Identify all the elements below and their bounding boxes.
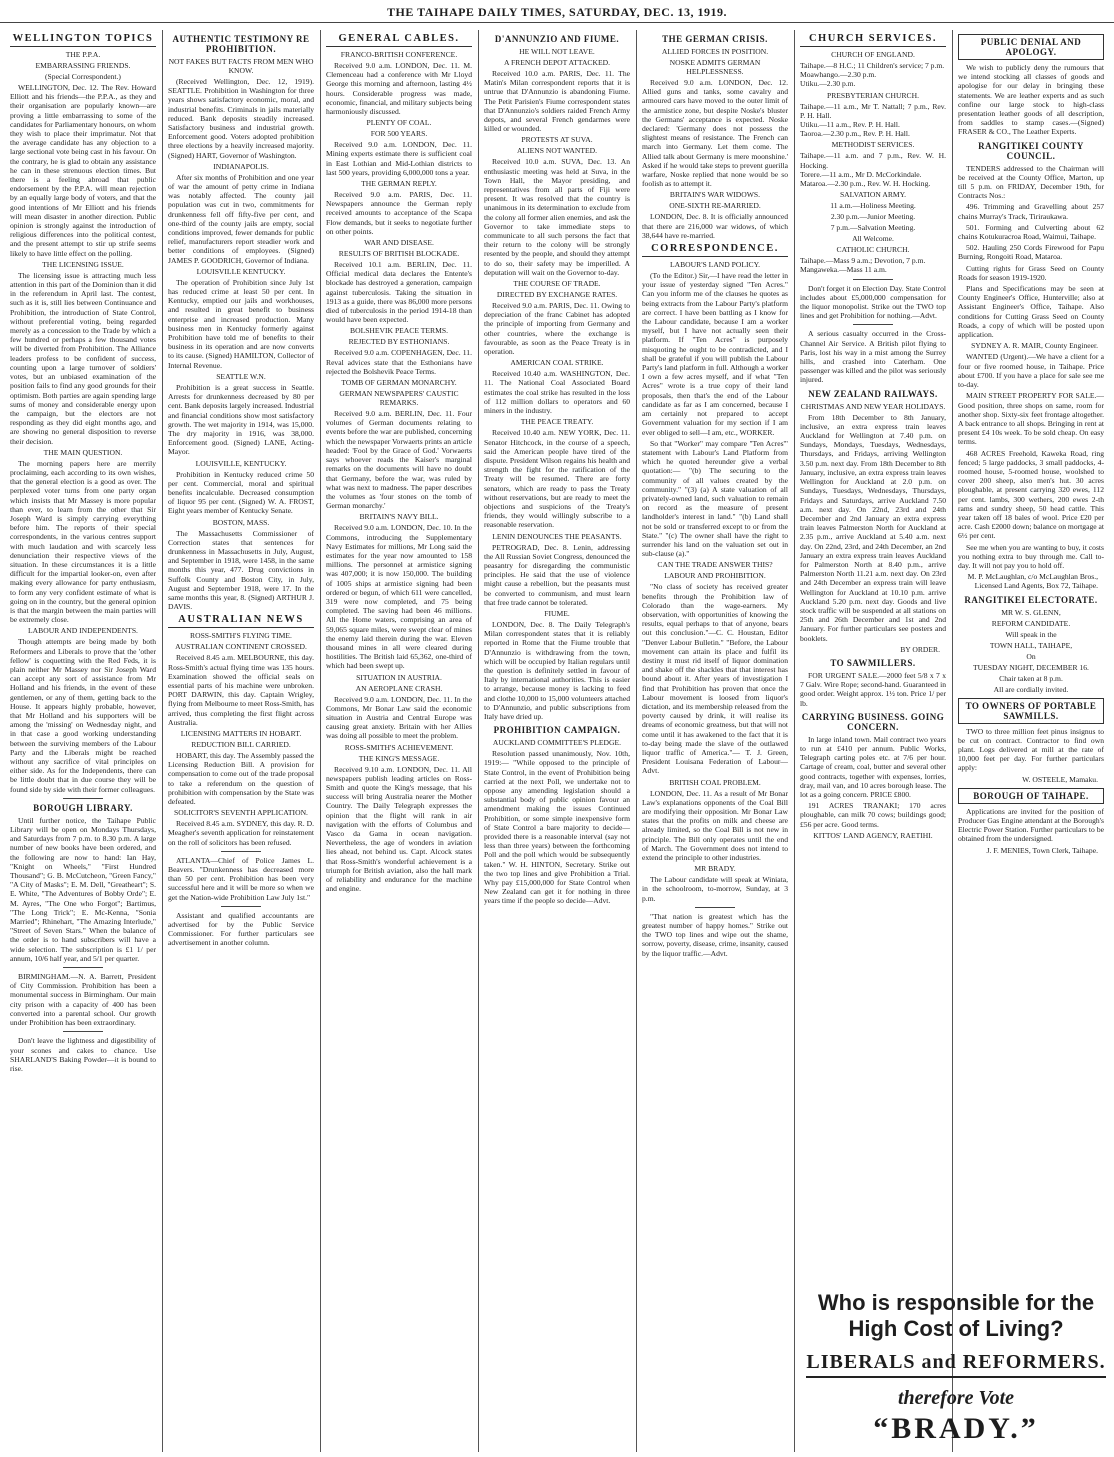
advert-candidate: “BRADY.” (873, 1412, 1039, 1445)
section-heading: BOLSHEVIK PEACE TERMS. (350, 326, 448, 336)
article-paragraph: LONDON, Dec. 11. As a result of Mr Bonar Law's explanations opponents of the Coal Bill are modifying their opposition. Mr Bonar Law states that the profits on milk and cheese are already limited, so the Coal Bill is not new in principle. The Bill only operates until the end of March. The Government does not intend to extend the principle to other industries. (642, 788, 788, 863)
article-paragraph: ATLANTA—Chief of Police James L. Beavers. "Drunkenness has decreased more than 50 per cent. Prohibition has been very successful here and it will be more so when we get the Nation-wide Prohibition Law July 1st." (168, 855, 314, 902)
article-byline: (Special Correspondent.) (45, 72, 121, 81)
service-line: Taihape.—11 a.m., Mr T. Nattall; 7 p.m., Rev. P. H. Hall. (800, 101, 946, 120)
article-title: THE GERMAN CRISIS. (662, 34, 768, 44)
article-paragraph: LONDON, Dec. 8. The Daily Telegraph's Milan correspondent states that it is reliably reported in Rome that the Fiume trouble that D'Annunzio is withdrawing from the town, which will be occupied by Italian regulars until the question is definitely settled in favour of Italy by international authorities. This is easier to arrange, because money is lacking to feed and clothe 10,000 to 15,000 volunteers attached to D'Annunzio, and public subscriptions from Italy have dried up. (484, 619, 630, 721)
divider (63, 967, 103, 968)
article-subtitle: FRANCO-BRITISH CONFERENCE. (340, 50, 458, 59)
section-heading: LOUISVILLE KENTUCKY. (196, 266, 286, 276)
article-paragraph: Received 8.45 a.m. MELBOURNE, this day. Ross-Smith's actual flying time was 135 hours. Examination showed the official seals on essential parts of his machine were unbroken. PORT DARWIN, this day. Captain Wrigley, flying from Melbourne to meet Ross-Smith, has arrived, thus completing the first flight across Australia. (168, 653, 314, 727)
article-paragraph: The Massachusetts Commissioner of Correction states that sentences for drunkenness in Massachusetts in July, August, and September in 1918, were 1458, in the same months this year, 477. Drug convictions in Suffolk County and Boston City, in July, August and September 1918, were 17. In the same months this year, 8. (Signed) ARTHUR J. DAVIS. (168, 528, 314, 612)
section-heading: THE GERMAN REPLY. (361, 179, 437, 189)
article-title: AUSTRALIAN NEWS (168, 615, 314, 628)
column-4 (484, 30, 630, 1452)
article-subtitle: NOSKE ADMITS GERMAN HELPLESSNESS. (669, 58, 761, 76)
article-paragraph: Until further notice, the Taihape Public Library will be open on Mondays Thursdays, and Saturdays from 7 p.m. to 8.30 p.m. A large number of new books have been ordered, and the following are now to hand: Ian Hay, "Knight on Wheels," "First Hundred Thousand"; G. B. McCutcheon, "Green Fancy," "A City of Masks"; E. M. Dell, "Greatheart"; S. E. White, "The Adventures of Bobby Orde"; E. M. Ayres, "The One who Forgot"; Bartimus, "The Long Trick"; E. Mc-Kenna, "Sonia Married"; Rhinehart, "The Amazing Interlude," "Street of Seven Stars." When the balance of the order is to hand subscribers will have a wide selection. The subscription is £1 1/ per annum, 10/6 half year, and 5/1 per quarter. (10, 815, 156, 963)
section-heading: BOSTON, MASS. (212, 517, 270, 527)
meeting-line: Will speak in the (1005, 629, 1057, 639)
article-paragraph: The operation of Prohibition since July 1st has reduced crime at least 50 per cent. In Kentucky, emptied our jails and workhouses, and resulted in great benefit to business enterprise and increased production. Many business men in Kentucky formerly against Prohibition have told me of benefits to their business in its operation and are now converts to its cause. (Signed) HAMILTON, Collector of Internal Revenue. (168, 277, 314, 370)
article-paragraph: Received 9.0 a.m. PARIS, Dec. 11. Newspapers announce the German reply received amounts to acceptance of the Scapa Flow demands, but it seeks to negotiate further on other points. (326, 190, 472, 236)
article-subtitle: AUCKLAND COMMITTEE'S PLEDGE. (492, 738, 622, 748)
article-paragraph: Received 9.10 a.m. LONDON, Dec. 11. All newspapers publish leading articles on Ross-Smith and quote the King's message, that his success will bring Australia nearer the Mother Country. The Daily Telegraph expresses the opinion that the flight will rank in air navigation with the efforts of Columbus and Vasco da Gama in ocean navigation. Nevertheless, the age of wonders in aviation lies ahead, not behind us. Capt. Alcock states that Ross-Smith's wonderful achievement is a triumph for British aviation, also the hall mark of reliability and endurance for the machine and engine. (326, 764, 472, 894)
article-subtitle: ROSS-SMITH'S FLYING TIME. (190, 631, 292, 641)
divider (221, 851, 261, 852)
article-paragraph: Prohibition in Kentucky reduced crime 50 per cent. Commercial, moral and spiritual benefits incalculable. Decreased consumption of liquor 95 per cent. (Signed) W. A. FROST, Eight years member of Kentucky Senate. (168, 469, 314, 516)
section-heading: THE PEACE TREATY. (520, 417, 594, 427)
section-heading: AMERICAN COAL STRIKE. (510, 358, 604, 368)
section-heading: MR BRADY. (694, 864, 736, 874)
article-subtitle: LABOUR AND PROHIBITION. (664, 571, 766, 581)
article-subtitle: ALLIED FORCES IN POSITION. (661, 47, 769, 56)
article-subtitle: DIRECTED BY EXCHANGE RATES. (496, 290, 618, 300)
section-heading: FIUME. (544, 608, 570, 618)
article-subtitle: NOT FAKES BUT FACTS FROM MEN WHO KNOW. (168, 57, 314, 75)
article-paragraph: Received 9.0 a.m. LONDON, Dec. 11. In the Commons, Mr Bonar Law said the economic situation in Austria and Central Europe was causing great anxiety. Britain with her Allies was doing all possible to meet the problem. (326, 694, 472, 741)
advert-paragraph: FOR URGENT SALE.—2000 feet 5/8 x 7 x 7 Galv. Wire Rope; second-hand. Guaranteed in good order. Weight approx. 1½ ton. Price 1/ per lb. (800, 670, 946, 708)
divider (853, 279, 893, 280)
column-6 (800, 30, 946, 1452)
article-paragraph: Resolution passed unanimously, Nov. 10th, 1919:— "While opposed to the principle of State Control, in the event of Prohibition being carried at the next Poll, we undertake not to oppose any amending legislation should a substantial body of public opinion favour an amendment making the issues Continued Prohibition, or some simple inexpensive form of State Control a bare majority to decide—provided there is a reasonable interval (say not less than three years) between the forthcoming Poll and the poll which would be subsequently taken." W. H. HINTON, Secretary. Strike out the two top lines and give Prohibition a Trial. Why pay £15,000,000 for State Control when New Zealand can get it for nothing in three years time if the people so decide—Advt. (484, 749, 630, 906)
advert-headline: Who is responsible for the High Cost of Living? (817, 1290, 1095, 1341)
advert-paragraph: WANTED (Urgent).—We have a client for a four or five roomed house, in Taihape. Price about £700. If you have a place for sale see me to-day. (958, 352, 1104, 390)
meeting-line: All are cordially invited. (993, 684, 1069, 694)
service-line: Mataroa.—2.30 p.m., Rev. W. H. Hocking. (800, 179, 931, 189)
article-paragraph: BIRMINGHAM.—N. A. Barrett, President of City Commission. Prohibition has been a monumental success in Birmingham. Our main city prison with a capacity of 400 has been converted into a parental school. Our growth under Prohibition has been extraordinary. (10, 972, 156, 1028)
meeting-line: TUESDAY NIGHT, DECEMBER 16. (973, 662, 1089, 672)
article-paragraph: Prohibition is a great success in Seattle. Arrests for drunkenness decreased by 80 per cent. Bank deposits largely increased. Industrial and financial conditions show most satisfactory growth. The wet majority in 1914, was 15,000. The dry majority in 1916, was 38,000. Enforcement good. (Signed) LANE, Acting-Mayor. (168, 382, 314, 457)
section-heading: BRITISH COAL PROBLEM. (669, 777, 761, 787)
notice-paragraph: TENDERS addressed to the Chairman will be received at the County Office, Marton, up till 5 p.m. on FRIDAY, December 19th, for Contracts Nos.: (958, 163, 1104, 201)
article-subtitle: A FRENCH DEPOT ATTACKED. (504, 58, 610, 67)
notice-signature: J. F. MENIES, Town Clerk, Taihape. (986, 845, 1098, 855)
article-paragraph: Though attempts are being made by both Reformers and Liberals to prove that the 'other fellow' is coquetting with the Red Feds, it is plain neither Mr Massey nor Sir Joseph Ward can accept any sort of assistance from Mr Holland and his friends, in the event of these gentlemen, or any of them, getting back to the House. It appears highly probable, however, that Mr Holland and his supporters will be among the 'missing' on Wednesday night, and in that case a good working understanding between the surviving members of the Labour Party and the Liberals might be reached without any sacrifice of vital principles on either side. As for the Independents, there can be little doubt that in due course they will be found side by side with their former colleagues. (10, 637, 156, 794)
advert-signature: W. OSTEELE, Mamaku. (1022, 774, 1098, 784)
column-7 (958, 30, 1104, 1280)
article-paragraph: Received 9.0 a.m. COPENHAGEN, Dec. 11. Reval advices state that the Esthonians have rejected the Bolshevik Peace Terms. (326, 348, 472, 376)
column-rule (320, 30, 321, 1452)
section-heading: SEATTLE W.N. (216, 371, 266, 381)
article-title: BOROUGH LIBRARY. (33, 802, 133, 813)
article-title: CHURCH SERVICES. (800, 34, 946, 47)
article-paragraph: (Received Wellington, Dec. 12, 1919). SEATTLE. Prohibition in Washington for three years shows satisfactory economic, moral, and industrial benefits. Criminals in jails materially reduced. Bank deposits steadily increased. Satisfactory business and industrial growth. Enforcement good. Voters adopted prohibition three elections by a heavily increased majority. (Signed) HART, Governor of Washington. (168, 77, 314, 160)
advert-paragraph: 468 ACRES Freehold, Kaweka Road, ring fenced; 5 large paddocks, 3 small paddocks, 4-roomed house, 5-roomed house, woolshed to cover 200 sheep, also men's hut. 30 acres ploughable, at present carrying 320 ewes, 112 per cent. lambs, 300 wethers, 200 ewes 2-th rams and sundry sheep, 50 head cattle. This year taken off 18 bales of wool. Price £20 per acre. Cash £2000 down; balance on mortgage at 6½ per cent. (958, 448, 1104, 541)
advert-paragraph: Don't forget it on Election Day. State Control includes about £5,000,000 compensation for the liquor monopolist. Strike out the TWO top lines and get Prohibition for nothing.—Advt. (800, 283, 946, 321)
letter-paragraph: (To the Editor.) Sir,—I have read the letter in your issue of yesterday signed "Ten Acres." Can you inform me of the clauses he quotes as being extracts from the Labour Party's platform are correct. I have been battling as I know for the Labour candidate, because I am a worker myself, but I have not actually seen their platform. If "Ten Acres" is purposely misquoting he ought to be contradicted, and I shall be grateful if you will publish the Labour Party's land platform in full. Although a worker I own a few acres myself, and if what "Ten Acres" wrote is a true copy of their land proposals, then that's the end of the Labour candidate as far as I am concerned, because I am certainly not prepared to accept Government valuation for my section if I am ever obliged to sell—I am, etc., WORKER. (642, 271, 788, 437)
section-heading: TOMB OF GERMAN MONARCHY. (341, 378, 457, 388)
article-title: RANGITIKEI COUNTY COUNCIL. (978, 140, 1084, 161)
section-heading: CATHOLIC CHURCH. (836, 245, 910, 255)
meeting-line: On (1026, 651, 1036, 661)
divider (853, 324, 893, 325)
meeting-line: REFORM CANDIDATE. (991, 618, 1071, 628)
article-paragraph: Received 9.0 a.m. LONDON, Dec. 11. M. Clemenceau had a conference with Mr Lloyd George this morning and afternoon, lasting 4½ hours. Considerable progress was made, economic, financial, and military subjects being harmoniously discussed. (326, 61, 472, 117)
service-line: Taihape.—Mass 9 a.m.; Devotion, 7 p.m. (800, 256, 926, 266)
article-subtitle: ALIENS NOT WANTED. (516, 146, 598, 156)
section-heading: SOLICITOR'S SEVENTH APPLICATION. (174, 808, 308, 818)
section-heading: ROSS-SMITH'S ACHIEVEMENT. (344, 742, 454, 752)
divider (63, 798, 103, 799)
article-paragraph: Received 9.0 a.m. LONDON, Dec. 10. In the Commons, introducing the Supplementary Navy Estimates for millions, Mr Long said the estimates for the year now amounted to 158 millions. The personnel at armistice signing was 407,000; it is now 150,000. The building of 1005 ships at armistice signing had been ordered or begun, of which 611 were cancelled, 319 were now completed, and 75 being completed. The saving had been 46 millions. All the Home waters, comprising an area of 59,065 square miles, were swept clear of mines the enemy laid therein during the war. Eleven thousand mines in all were cleared during hostilities. The British laid 65,362, one-third of which had been swept up. (326, 523, 472, 671)
article-paragraph: "No class of society has received greater benefits through the Prohibition law of Colorado than the wage-earners. My observation, with opportunities of knowing the results, equal perhaps to that of anyone, bears out this conclusion."—C. C. Houstan, Editor "Denver Labour Bulletin." "Before, the Labour movement can attain its place and fulfil its destiny it must rid itself of liquor domination and shake off the shackles that that interest has bound about it. After years of investigation I find that Prohibition has proven that once the Labour movement is loosed from liquor's dictation, and its membership released from the poverty caused by drink, it will realise its dreams of economic greatness, but that will not come until it has awakened to the fact that it is to-day being made the slave of the outlawed liquor traffic of America."— T. J. Green, President Louisana Federation of Labour—Advt. (642, 582, 788, 776)
divider (63, 1031, 103, 1032)
article-title: GENERAL CABLES. (326, 34, 472, 47)
article-subtitle: THE P.P.A. (65, 50, 101, 59)
service-line: Taihape.—8 H.C.; 11 Children's service; 7 p.m. (800, 61, 945, 70)
article-subtitle: THE KING'S MESSAGE. (358, 753, 440, 763)
advert-paragraph: 191 ACRES TRANAKI; 170 acres ploughable, can milk 70 cows; buildings good; £56 per acre. Good terms. (800, 801, 946, 829)
article-paragraph: LONDON, Dec. 8. It is officially announced that there are 216,000 war widows, of which 38,644 have re-married. (642, 212, 788, 240)
article-paragraph: Received 9.0 a.m. BERLIN, Dec. 11. Four volumes of German documents relating to events before the war are published, concerning which the newspaper Vorwaerts prints an article headed: 'Fool by the Grace of God.' Vorwaerts says whoever reads the Kaiser's marginal remarks on the documents will have no doubt that Germany, before the war, was ruled by what was next to madness. The paper describes the volumes as 'four stones on the tomb of German monarchy.' (326, 409, 472, 511)
service-line: Torere.—11 a.m., Mr D. McCorkindale. (800, 169, 922, 179)
section-heading: PROTESTS AT SUVA. (521, 135, 593, 145)
service-line: Utiku.—2.30 p.m. (800, 79, 856, 89)
section-heading: LOUISVILLE, KENTUCKY. (195, 458, 287, 468)
article-subtitle: AUSTRALIAN CONTINENT CROSSED. (175, 642, 307, 652)
service-line: 7 p.m.—Salvation Meeting. (830, 223, 916, 233)
advert-paragraph: In large inland town. Mail contract two years to run at £410 per annum. Public Works, Telegraph carting poles etc. at 7/6 per hour. Cartage of cream, coal, butter and several other good contracts, together with expenses, lorries, dray, mail van, and 10 acres borough lease. The lot as a going concern. PRICE £800. (800, 734, 946, 799)
contract-item: 501. Forming and Culverting about 62 chains Kotukuracroa Road, Waimui, Taihape. (958, 222, 1104, 242)
article-title: PROHIBITION CAMPAIGN. (493, 725, 621, 736)
article-paragraph: Received 9.0 a.m. PARIS, Dec. 11. Owing to depreciation of the franc Cabinet has adopted the principle of importing from Germany and other countries, where the exchange is favourable, as soon as the Peace Treaty is in operation. (484, 301, 630, 357)
column-3 (326, 30, 472, 1452)
article-title: WELLINGTON TOPICS (10, 34, 156, 47)
section-heading: THE MAIN QUESTION. (43, 447, 123, 457)
advert-paragraph: See me when you are wanting to buy, it costs you nothing extra to buy through me. Call to-day. It will not pay you to hold off. (958, 542, 1104, 570)
article-paragraph: PETROGRAD, Dec. 8. Lenin, addressing the All Russian Soviet Congress, denounced the peasantry for disregarding the communistic principles. He said that the use of violence might cause a rebellion, but the peasants must be converted to communism, and must learn that free trade cannot be tolerated. (484, 542, 630, 607)
meeting-line: MR W. S. GLENN, (1001, 607, 1061, 617)
column-rule (162, 30, 163, 1452)
section-heading: CAN THE TRADE ANSWER THIS? (657, 560, 773, 570)
advert-paragraph: MAIN STREET PROPERTY FOR SALE.—Good position, three shops on same, room for another shop. Sixty-six feet frontage altogether. A back entrance to all shops. Bringing in rent at present £4 10s week. To be sold cheap. On easy terms. (958, 391, 1104, 447)
section-heading: METHODIST SERVICES. (831, 140, 915, 150)
notice-paragraph: Applications are invited for the position of Producer Gas Engine attendant at the Borough's Electric Power Station. Further particulars to be obtained from the undersigned. (958, 806, 1104, 844)
masthead: THE TAIHAPE DAILY TIMES, SATURDAY, DEC. 13, 1919. (0, 0, 1114, 23)
article-paragraph: Received 10.40 a.m. WASHINGTON, Dec. 11. The National Coal Associated Board estimates the coal strike has resulted in the loss of 112 million dollars to operators and 60 miners in the industry. (484, 369, 630, 416)
article-subtitle: RESULTS OF BRITISH BLOCKADE. (338, 249, 460, 259)
service-line: All Welcome. (852, 234, 894, 244)
section-heading: BRITAIN'S NAVY BILL. (359, 512, 439, 522)
section-heading: LENIN DENOUNCES THE PEASANTS. (492, 531, 622, 541)
article-title: CORRESPONDENCE. (642, 244, 788, 257)
service-line: 11 a.m.—Holiness Meeting. (830, 201, 916, 211)
page-columns (10, 30, 1108, 1452)
article-subtitle: AN AEROPLANE CRASH. (355, 683, 443, 693)
advert-parties: LIBERALS and REFORMERS. (806, 1350, 1105, 1378)
service-line: Taoroa.—2.30 p.m., Rev. P. H. Hall. (800, 129, 910, 139)
article-paragraph: A serious casualty occurred in the Cross-Channel Air Service. A British pilot flying to Paris, lost his way in a mist among the Surrey hills, and crashed into Caterham. One passenger was killed and the pilot was seriously injured. (800, 329, 946, 385)
article-title: NEW ZEALAND RAILWAYS. (808, 388, 938, 399)
section-heading: BRITAIN'S WAR WIDOWS. (669, 190, 761, 200)
section-heading: SALVATION ARMY. (839, 190, 907, 200)
advert-signature: KITTOS' LAND AGENCY, RAETIHI. (813, 830, 933, 840)
contract-item: 496. Trimming and Gravelling about 257 chains Murray's Track, Tiriraukawa. (958, 202, 1104, 221)
advert-paragraph: Don't leave the lightness and digestibility of your scones and cakes to chance. Use SHARLAND'S Baking Powder—it is bound to rise. (10, 1036, 156, 1073)
article-paragraph: Assistant and qualified accountants are advertised for by the Public Service Commissioner. For further particulars see advertisement in another column. (168, 910, 314, 948)
article-paragraph: Received 10.1 a.m. BERLIN, Dec. 11. Official medical data declares the Entente's blockade has destroyed a generation, campaign against tuberculosis. Taking the situation in 1913 as a guide, there was 86,000 more persons died of tuberculosis in the period 1914-18 than would have been expected. (326, 260, 472, 325)
notice-paragraph: From 18th December to 8th January, inclusive, an extra express train leaves Auckland for Wellington at 7.40 p.m. on Sundays, Mondays, Tuesdays, Wednesdays, Thursdays, and Fridays, arriving Wellington 3.50 p.m. next day. From 18th December to 8th January, inclusive, an extra express train leaves Wellington for Auckland at 2.0 p.m. on Sundays, Tuesdays, Wednesdays, Thursdays, Fridays and Saturdays, arrive Auckland 7.50 a.m. next day. On 22nd, 23rd and 24th December and 2nd January an extra express train leaves Palmerston North for Auckland at 2.35 p.m., arrive Auckland at 5.40 a.m. next day. On 22nd, 23rd, and 24th December, an 2nd January an extra express train leaves Auckland for Palmerston North at 8.40 p.m., arrive Palmerston North 11.21 a.m. next day. On 23rd and 24th December an express train will leave Wellington for Auckland at 10.10 p.m. arrive Auckland 5.20 p.m. next day. Goods and live stock traffic will be suspended at all stations on 25th and 26th December and 1st and 2nd January. For further particulars see posters and booklets. (800, 412, 946, 643)
column-rule (636, 30, 637, 1452)
article-paragraph: Received 9.0 a.m. LONDON, Dec. 12. Allied guns and tanks, some cavalry and armoured cars have moved to the outer limit of the armistice zone, but despite Noske's bluster the Germans' acceptance is expected. Noske declared: 'Germany does not possess the slightest means of resistance. The French can march into Germany. Let them come. The Allied talk about Germany is mere moonshine.' Asked if he would take steps to prevent guerilla warfare, Noske replied that none would be so foolish as to attempt it. (642, 78, 788, 189)
section-heading: LABOUR AND INDEPENDENTS. (28, 626, 138, 636)
column-rule (478, 30, 479, 1452)
column-1 (10, 30, 156, 1452)
section-heading: LICENSING MATTERS IN HOBART. (180, 728, 302, 738)
election-advert (800, 1290, 1112, 1446)
letter-paragraph: So that "Worker" may compare "Ten Acres'" statement with Labour's Land Platform from which he quoted hereunder give a verbal quotation:— "(b) The securing to the community of all values created by the community." "(3) (a) A state valuation of all privately-owned land, such valuation to remain on record as the measure of present landholder's interest in land." "(b) Land shall not be sold or transferred except to or from the State." "(c) The owner shall have the right to surrender his land on the valuation set out in sub-clause (a)." (642, 438, 788, 559)
article-paragraph: WELLINGTON, Dec. 12. The Rev. Howard Elliott and his friends—the P.P.A., as they and their organisation are popularly known—are proving a little embarrassing to some of the candidates for Parliamentary honours, on whom they wish to place their imprimatur. Not that the average candidate has any objection to a large sectional vote being cast in his favour. On the contrary, he is glad to obtain any assistance he can in these strenuous election times. But there is a feeling abroad that public endorsement by the P.P.A. will mean rejection by an equally large body of voters, and that the good intentions of Mr Elliott and his friends will mean disaster in another direction. Public opinion is strongly against the introduction of religious differences into the political contest, and the present attempt to stir up strife seems likely to have little effect on the polling. (10, 83, 156, 258)
article-subtitle: REJECTED BY ESTHONIANS. (348, 337, 450, 347)
advert-signature: M. P. McLaughlan, c/o McLaughlan Bros., Licensed Land Agents, Box 72, Taihape. (967, 572, 1098, 591)
notice-signature: BY ORDER. (900, 644, 940, 654)
article-paragraph: After six months of Prohibition and one year of war the amount of petty crime in Indiana was notably affected. The county jail population was cut in two, commitments for drunkenness fell off fifty-five per cent, and one-third of the county jails are empty, social conditions improved, fewer demands for public relief, manufacturers report steadier work and better conditions of employees. (Signed) JAMES P. GOODRICH, Governor of Indiana. (168, 172, 314, 265)
section-heading: THE LICENSING ISSUE. (42, 259, 124, 269)
article-subtitle: CHRISTMAS AND NEW YEAR HOLIDAYS. (800, 401, 946, 411)
section-heading: PRESBYTERIAN CHURCH. (827, 90, 919, 100)
article-subtitle: REDUCTION BILL CARRIED. (191, 739, 291, 749)
article-paragraph: Received 8.45 a.m. SYDNEY, this day. R. D. Meagher's seventh application for reinstatement on the roll of solicitors has been refused. (168, 819, 314, 847)
article-subtitle: EMBARRASSING FRIENDS. (35, 61, 131, 70)
contract-item: 502. Hauling 250 Cords Firewood for Papu Burning, Rongoiti Road, Mataroa. (958, 243, 1104, 262)
section-heading: WAR AND DISEASE. (364, 238, 434, 248)
article-paragraph: The Labour candidate will speak at Winiata, in the schoolroom, to-morrow, Sunday, at 3 p.m. (642, 875, 788, 903)
article-title: TO OWNERS OF PORTABLE SAWMILLS. (958, 698, 1104, 724)
service-line: Mangaweka.—Mass 11 a.m. (800, 265, 887, 275)
advert-paragraph: We wish to publicly deny the rumours that we intend stocking all classes of goods and apologise for our delay in bringing these statements. We are leather experts and as such confine our large stock to high-class presentation leather goods of all description, from saddles to stamp cases.—(Signed) FRASER & CO., The Leather Experts. (958, 63, 1104, 137)
notice-paragraph: Plans and Specifications may be seen at County Engineer's Office, Hunterville; also at Assistant Engineer's Office, Taihape. Also conditions for Cutting Grass Seed on County Roads, a copy of which will be posted upon application. (958, 284, 1104, 340)
article-subtitle: ONE-SIXTH RE-MARRIED. (669, 201, 761, 211)
article-paragraph: Received 10.0 a.m. PARIS, Dec. 11. The Matin's Milan correspondent reports that it is untrue that D'Annunzio is abandoning Fiume. The Petit Parisien's Fiume correspondent states that D'Annunzio's soldiers raided French Army depots, and several French gendarmes were killed or wounded. (484, 69, 630, 134)
article-paragraph: Received 10.40 a.m. NEW YORK, Dec. 11. Senator Hitchcock, in the course of a speech, said the American people have tired of the dispute. President Wilson regains his health and strength the fight for the ratification of the Treaty will be resumed. There are forty senators, which are ready to pass the Treaty without reservations, but are ready to meet the objections and suspicions of the Treaty's friends, they would willingly subscribe to a reasonable reservation. (484, 428, 630, 530)
contract-item: Cutting rights for Grass Seed on County Roads for season 1919-1920. (958, 263, 1104, 282)
article-paragraph: Received 9.0 a.m. LONDON, Dec. 11. Mining experts estimate there is sufficient coal in East Lothian and Mid-Lothian districts to last 500 years, providing 6,000,000 tons a year. (326, 140, 472, 177)
article-title: TO SAWMILLERS. (830, 657, 916, 668)
divider (695, 907, 735, 908)
article-title: AUTHENTIC TESTIMONY RE PROHIBITION. (172, 34, 310, 54)
service-line: Taihape.—11 a.m. and 7 p.m., Rev. W. H. Hocking. (800, 151, 946, 170)
advert-vote: therefore Vote (897, 1387, 1015, 1409)
service-line: 2.30 p.m.—Junior Meeting. (830, 212, 916, 222)
article-title: BOROUGH OF TAIHAPE. (958, 788, 1104, 804)
article-subtitle: HE WILL NOT LEAVE. (519, 47, 595, 56)
meeting-line: Chair taken at 8 p.m. (999, 673, 1063, 683)
service-line: Utiku.—11 a.m., Rev. P. H. Hall. (800, 120, 900, 130)
column-5 (642, 30, 788, 1452)
divider (221, 906, 261, 907)
article-subtitle: FOR 500 YEARS. (370, 129, 428, 139)
column-rule (794, 30, 795, 1452)
notice-signature: SYDNEY A. R. MAIR, County Engineer. (971, 341, 1098, 351)
advert-paragraph: "That nation is greatest which has the greatest number of happy homes." Strike out the TWO top lines and wipe out the shame, sorrow, poverty, disease, crime, insanity, caused by the liquor traffic.—Advt. (642, 911, 788, 958)
article-paragraph: The licensing issue is attracting much less attention in this part of the Dominion than it did in the referendum in April last. The contest, such as it is, still lies between Continuance and Prohibition, the introduction of State Control, without preferential voting, being regarded merely as a concession to the Trade by which a few hundred or perhaps a few thousand votes will be diverted from Prohibition. The Alliance leaders profess to be confident of success, counting upon a large turnover of soldiers' votes, but an unbiased examination of the position fails to find any good grounds for their optimism. Both parties are again spending large sums of money and considerable energy upon the campaign, but the electors are not responding as they did eight months ago, and are showing no general disposition to reverse their decision. (10, 270, 156, 446)
article-title: RANGITIKEI ELECTORATE. (964, 594, 1098, 605)
advert-paragraph: TWO to three million feet pinus insignus to be cut on contract. Contractor to find own plant. Logs delivered at mill at the rate of 10,000 feet per day. For further particulars apply: (958, 726, 1104, 773)
article-title: PUBLIC DENIAL AND APOLOGY. (958, 34, 1104, 60)
meeting-line: TOWN HALL, TAIHAPE, (989, 640, 1073, 650)
article-title: CARRYING BUSINESS. GOING CONCERN. (801, 711, 945, 732)
section-heading: CHURCH OF ENGLAND. (831, 50, 915, 59)
article-title: D'ANNUNZIO AND FIUME. (494, 34, 620, 44)
article-subtitle: LABOUR'S LAND POLICY. (669, 260, 761, 270)
article-paragraph: Received 10.0 a.m. SUVA, Dec. 13. An enthusiastic meeting was held at Suva, in the Town Hall, the Mayor presiding, and representatives from all parts of Fiji were present. It was resolved that the country is unanimous in its determination to exclude from the colony all former alien enemies, and ask the Governor to take immediate steps to communicate to all such persons the fact that their return to the colony will be strongly resented by the people, and should they attempt to do so, their safety may be imperilled. A deputation will wait on the Governor to-day. (484, 157, 630, 277)
service-line: Moawhango.—2.30 p.m. (800, 70, 877, 80)
article-paragraph: The morning papers here are merrily proclaiming, each according to its own wishes, that the general election is a good as over. The perplexed voter turns from one party organ which insists that Mr Massey is more popular than ever, to learn from the other that Sir Joseph Ward is simply carrying everything before him. The reports of their special correspondents, in the various centres support with much laudation and with scarcely less denunciation their respective views of the situation. In these circumstances it is a little difficult for the impartial looker-on, even after making every allowance for party enthusiasm, to form any very confident estimate of what is going on in the country, but the general opinion is that the margin between the main parties will be extremely close. (10, 458, 156, 625)
column-rule (952, 30, 953, 1452)
column-2 (168, 30, 314, 1452)
section-heading: PLENTY OF COAL. (366, 118, 432, 128)
section-heading: THE COURSE OF TRADE. (513, 279, 601, 289)
section-heading: SITUATION IN AUSTRIA. (356, 672, 442, 682)
article-paragraph: HOBART, this day. The Assembly passed the Licensing Reduction Bill. A provision for compensation to come out of the trade proposal to take a referendum on the question of prohibition with compensation by the State was defeated. (168, 750, 314, 806)
section-heading: INDIANAPOLIS. (213, 161, 269, 171)
article-subtitle: GERMAN NEWSPAPERS' CAUSTIC REMARKS. (339, 389, 459, 408)
